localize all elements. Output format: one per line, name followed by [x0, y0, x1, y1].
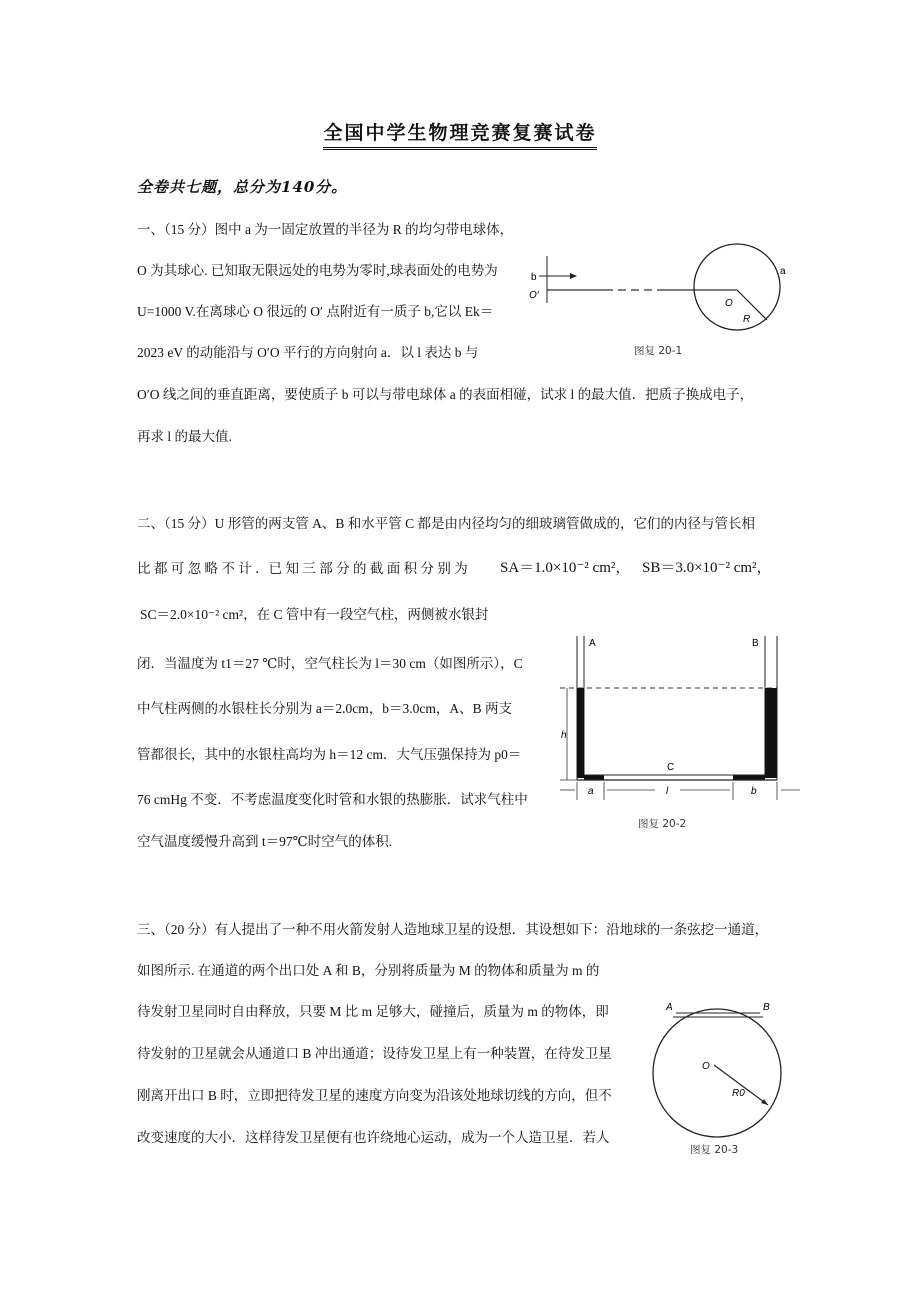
- mercury-segment-a: [584, 775, 604, 780]
- figure-20-2: [555, 630, 805, 805]
- mercury-column-b: [765, 688, 777, 778]
- problem-3-line-5: 刚离开出口 B 时，立即把待发卫星的速度方向变为沿该处地球切线的方向，但不: [137, 1088, 612, 1103]
- problem-2-line-5: 中气柱两侧的水银柱长分别为 a＝2.0cm，b＝3.0cm，A、B 两支: [137, 701, 512, 716]
- problem-2-line-6: 管都很长，其中的水银柱高均为 h＝12 cm．大气压强保持为 p0＝: [137, 747, 522, 762]
- label-o: O: [702, 1061, 710, 1072]
- problem-1-line-5: O′O 线之间的垂直距离，要使质子 b 可以与带电球体 a 的表面相碰，试求 l 的最大值．把质子换成电子，: [137, 387, 754, 402]
- problem-2-number: 二、: [137, 516, 164, 531]
- problem-1-points: （15 分）: [164, 222, 215, 237]
- label-r0: R0: [732, 1088, 745, 1099]
- label-tube-b: B: [752, 638, 759, 649]
- problem-2-points: （15 分）: [164, 516, 215, 531]
- problem-3-line-4: 待发射的卫星就会从通道口 B 冲出通道；设待发卫星上有一种装置，在待发卫星: [137, 1046, 612, 1061]
- problem-1-line-3: U=1000 V.在离球心 O 很远的 O′ 点附近有一质子 b,它以 Ek＝: [137, 304, 494, 319]
- earth-circle: [653, 1009, 781, 1137]
- problem-1-line-6: 再求 l 的最大值.: [137, 429, 232, 444]
- label-tube-a: A: [589, 638, 596, 649]
- figure-20-3-caption: 图复 20-3: [690, 1144, 739, 1156]
- problem-3-line-6: 改变速度的大小．这样待发卫星便有也许绕地心运动，成为一个人造卫星．若人: [137, 1130, 610, 1145]
- problem-1-line-1: 一、（15 分）图中 a 为一固定放置的半径为 R 的均匀带电球体，: [137, 222, 514, 237]
- radius-line: [737, 290, 767, 320]
- figure-20-3: [640, 990, 795, 1150]
- label-r: R: [743, 314, 751, 325]
- label-o-prime: O′: [529, 290, 539, 301]
- problem-2-line-8: 空气温度缓慢升高到 t＝97℃时空气的体积.: [137, 834, 393, 849]
- label-tube-c: C: [667, 762, 675, 773]
- label-a: a: [780, 266, 786, 277]
- problem-1-line-2: O 为其球心. 已知取无限远处的电势为零时,球表面处的电势为: [137, 263, 498, 278]
- formula-sb: SB＝3.0×10⁻² cm²，: [642, 560, 772, 576]
- mercury-segment-b: [733, 775, 765, 780]
- radius-r0-line: [714, 1065, 768, 1105]
- label-l: l: [666, 786, 669, 797]
- problem-2-line-3: SC＝2.0×10⁻² cm²，在 C 管中有一段空气柱，两侧被水银封: [140, 607, 489, 622]
- arrow-head-icon: [570, 273, 577, 279]
- document-title: 全国中学生物理竞赛复赛试卷: [0, 118, 920, 150]
- formula-sa: SA＝1.0×10⁻² cm²，: [500, 560, 631, 576]
- label-b: b: [751, 786, 757, 797]
- charged-sphere-circle: [694, 244, 780, 330]
- problem-3-line-3: 待发射卫星同时自由释放，只要 M 比 m 足够大，碰撞后，质量为 m 的物体，即: [137, 1004, 609, 1019]
- document-subtitle: 全卷共七题，总分为140分。: [137, 178, 348, 196]
- problem-1-number: 一、: [137, 222, 164, 237]
- problem-3-points: （20 分）: [164, 922, 215, 937]
- figure-20-1: [525, 240, 795, 360]
- problem-2-line-7: 76 cmHg 不变．不考虑温度变化时管和水银的热膨胀．试求气柱中: [137, 792, 528, 807]
- problem-1-line-4: 2023 eV 的动能沿与 O′O 平行的方向射向 a．以 l 表达 b 与: [137, 345, 479, 360]
- mercury-column-a: [577, 688, 584, 778]
- label-h: h: [561, 730, 567, 741]
- problem-3-number: 三、: [137, 922, 164, 937]
- label-a: A: [666, 1002, 673, 1013]
- figure-20-2-caption: 图复 20-2: [638, 818, 687, 830]
- figure-20-1-caption: 图复 20-1: [634, 345, 683, 357]
- label-b: b: [531, 272, 537, 283]
- problem-3-line-1: 三、（20 分）有人提出了一种不用火箭发射人造地球卫星的设想．其设想如下：沿地球的一条弦挖一通道，: [137, 922, 769, 937]
- problem-2-line-1: 二、（15 分）U 形管的两支管 A、B 和水平管 C 都是由内径均匀的细玻璃管做成的，它们的内径与管长相: [137, 516, 756, 531]
- problem-2-line-4: 闭．当温度为 t1＝27 ℃时，空气柱长为 l＝30 cm（如图所示），C: [137, 656, 523, 671]
- label-b: B: [763, 1002, 770, 1013]
- label-a: a: [588, 786, 594, 797]
- label-o: O: [725, 298, 733, 309]
- problem-2-line-2: 比 都 可 忽 略 不 计 ．已 知 三 部 分 的 截 面 积 分 别 为: [137, 561, 468, 576]
- problem-3-line-2: 如图所示. 在通道的两个出口处 A 和 B，分别将质量为 M 的物体和质量为 m 的: [137, 963, 600, 978]
